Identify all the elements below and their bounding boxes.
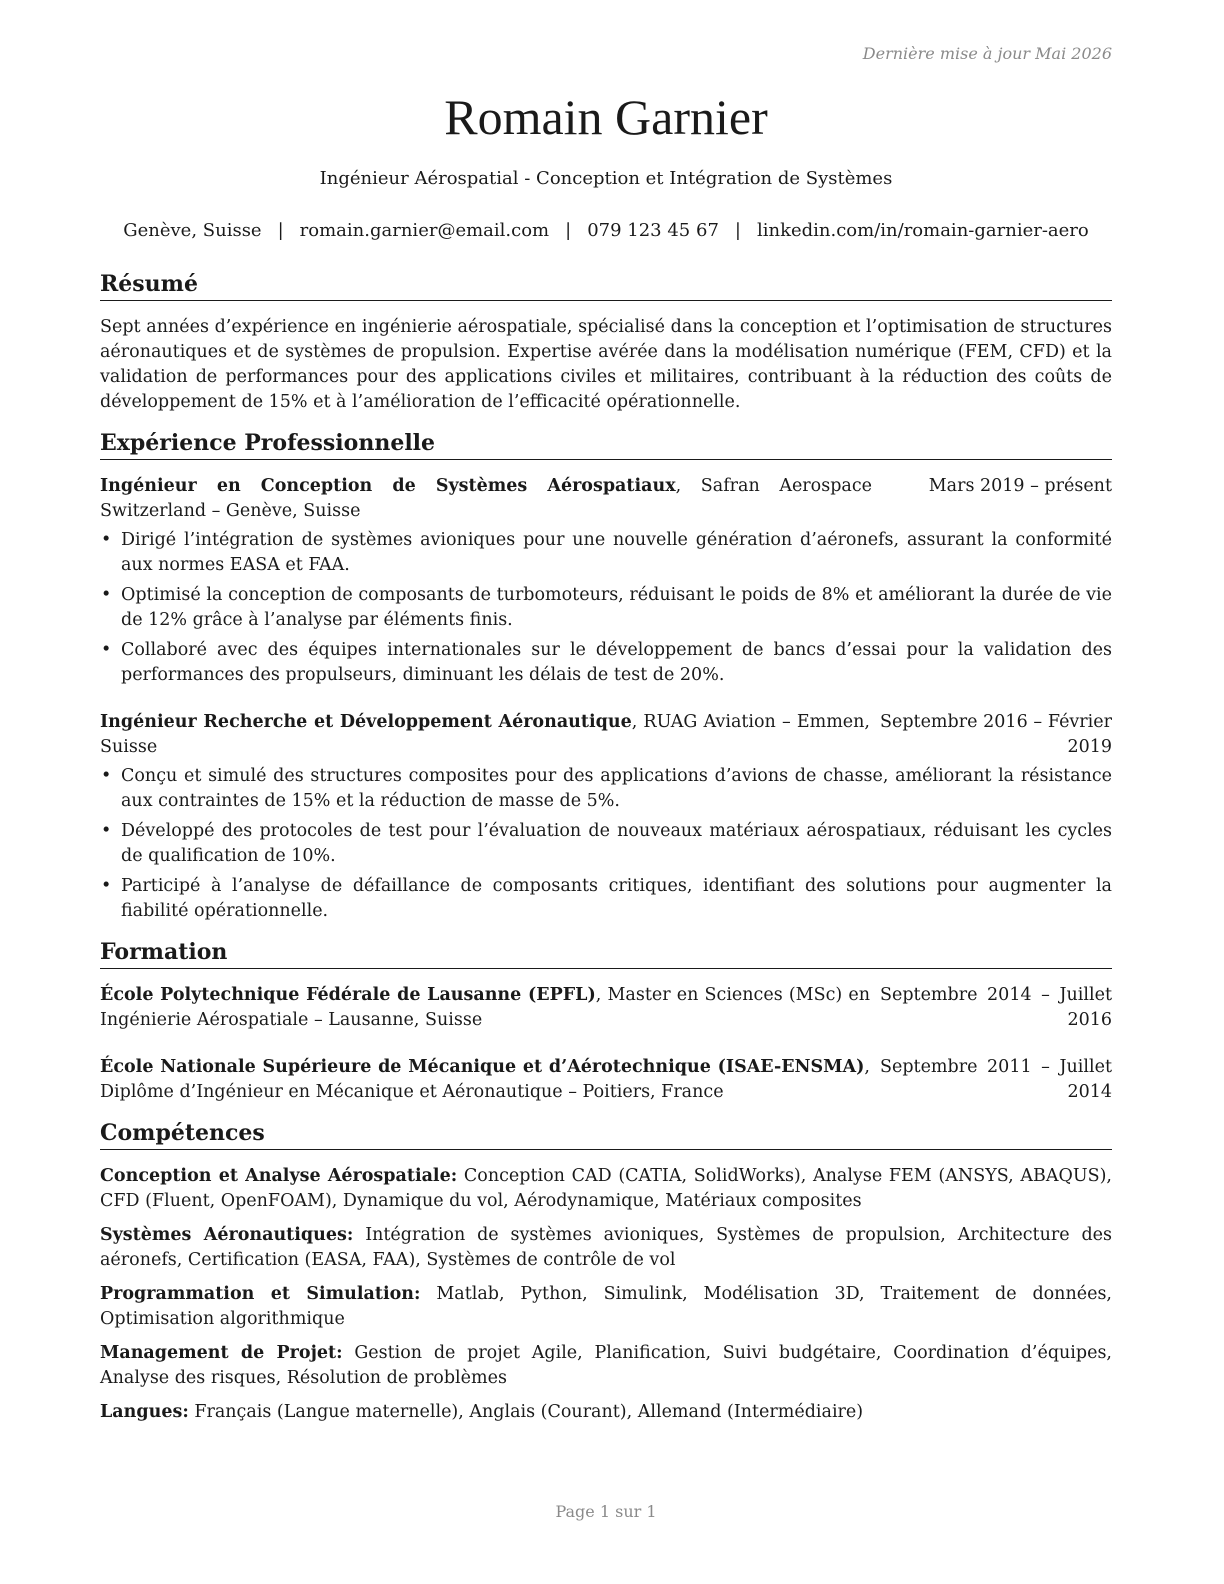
skill-row [100,1282,1112,1332]
skill-row [100,1400,1112,1425]
skill-value: Conception CAD (CATIA, SolidWorks), Analyse FEM (ANSYS, ABAQUS), CFD (Fluent, OpenFOAM), Dynamique du vol, Aérodynamique, Matériaux composites [100,1166,1112,1211]
job-role: Ingénieur en Conception de Systèmes Aérospatiaux [100,476,676,496]
skill-row [100,1223,1112,1273]
entry-header [100,1055,1112,1105]
last-updated: Dernière mise à jour Mai 2026 [862,44,1112,63]
school-name: École Polytechnique Fédérale de Lausanne (EPFL) [100,985,596,1005]
skill-label: Management de Projet: [100,1343,343,1363]
education-section [100,938,1112,1105]
resume-page [100,0,1112,1584]
list-item: • Développé des protocoles de test pour l’évaluation de nouveaux matériaux aérospatiaux, réduisant les cycles de qualification de 10%. [101,821,1112,866]
contact-phone[interactable]: 079 123 45 67 [587,220,719,241]
entry-header [100,710,1112,760]
bullet-icon: • [101,640,112,660]
contact-linkedin[interactable]: linkedin.com/in/romain-garnier-aero [756,220,1089,241]
skill-value: Français (Langue maternelle), Anglais (Courant), Allemand (Intermédiaire) [188,1402,864,1422]
entry-header [100,983,1112,1033]
experience-section [100,429,1112,924]
bullet-icon: • [101,821,112,841]
skill-value: Gestion de projet Agile, Planification, Suivi budgétaire, Coordination d’équipes, Analyse des risques, Résolution de problèmes [100,1343,1112,1388]
section-title-skills: Compétences [100,1119,1112,1150]
job-title: Ingénieur Aérospatial - Conception et Intégration de Systèmes [319,168,893,189]
school-name: École Nationale Supérieure de Mécanique et d’Aérotechnique (ISAE-ENSMA) [100,1057,865,1077]
education-entry [100,983,1112,1033]
entry-title [100,474,872,524]
contact-line [60,220,1152,241]
skill-value: Matlab, Python, Simulink, Modélisation 3D, Traitement de données, Optimisation algorithmique [100,1284,1112,1329]
school-dates: Septembre 2011 – Juillet 2014 [880,1057,1112,1102]
job-details: , RUAG Aviation – Emmen, Suisse [100,712,870,757]
list-item: • Conçu et simulé des structures composites pour des applications d’avions de chasse, améliorant la résistance aux contraintes de 15% et la réduction de masse de 5%. [101,766,1112,811]
bullet-icon: • [101,530,112,550]
list-item: • Optimisé la conception de composants de turbomoteurs, réduisant le poids de 8% et améliorant la durée de vie de 12% grâce à l’analyse par éléments finis. [101,585,1112,630]
job-bullets [100,764,1112,924]
resume-content [100,270,1112,1439]
skill-label: Programmation et Simulation: [100,1284,421,1304]
bullet-icon: • [101,585,112,605]
entry-header [100,474,1112,524]
job-dates: Septembre 2016 – Février 2019 [880,712,1112,757]
section-title-education: Formation [100,938,1112,969]
school-details: , Master en Sciences (MSc) en Ingénierie Aérospatiale – Lausanne, Suisse [100,985,870,1030]
bullet-icon: • [101,766,112,786]
skills-section [100,1119,1112,1425]
experience-entry [100,710,1112,924]
job-bullets [100,528,1112,688]
bullet-icon: • [101,876,112,896]
list-item: • Participé à l’analyse de défaillance de composants critiques, identifiant des solutions pour augmenter la fiabilité opérationnelle. [101,876,1112,921]
skill-value: Intégration de systèmes avioniques, Systèmes de propulsion, Architecture des aéronefs, Certification (EASA, FAA), Systèmes de contrôle de vol [100,1225,1113,1270]
education-entry [100,1055,1112,1105]
entry-title [100,1055,870,1105]
contact-location: Genève, Suisse [123,220,262,241]
school-dates: Septembre 2014 – Juillet 2016 [880,985,1112,1030]
contact-separator: | [734,220,741,241]
skill-row [100,1341,1112,1391]
page-number: Page 1 sur 1 [555,1502,657,1521]
job-details: , Safran Aerospace Switzerland – Genève, Suisse [100,476,872,521]
list-item: • Dirigé l’intégration de systèmes avioniques pour une nouvelle génération d’aéronefs, assurant la conformité aux normes EASA et FAA. [101,530,1112,575]
contact-email[interactable]: romain.garnier@email.com [299,220,550,241]
skill-label: Langues: [100,1402,189,1422]
entry-title [100,710,870,760]
section-title-experience: Expérience Professionnelle [100,429,1112,460]
contact-separator: | [565,220,572,241]
entry-title [100,983,870,1033]
experience-entry [100,474,1112,688]
skill-label: Systèmes Aéronautiques: [100,1225,354,1245]
section-title-summary: Résumé [100,270,1112,301]
school-details: , Diplôme d’Ingénieur en Mécanique et Aéronautique – Poitiers, France [100,1057,870,1102]
job-role: Ingénieur Recherche et Développement Aéronautique [100,712,632,732]
summary-section [100,270,1112,415]
summary-text: Sept années d’expérience en ingénierie aérospatiale, spécialisé dans la conception et l’optimisation de structures aéronautiques et de systèmes de propulsion. Expertise avérée dans la modélisation numérique (FEM, CFD) et la validation de performances pour des applications civiles et militaires, contribuant à la réduction des coûts de développement de 15% et à l’amélioration de l’efficacité opérationnelle. [100,317,1112,412]
contact-separator: | [277,220,284,241]
candidate-name: Romain Garnier [444,89,768,145]
skill-row [100,1164,1112,1214]
skill-label: Conception et Analyse Aérospatiale: [100,1166,458,1186]
list-item: • Collaboré avec des équipes internationales sur le développement de bancs d’essai pour la validation des performances des propulseurs, diminuant les délais de test de 20%. [101,640,1112,685]
job-dates: Mars 2019 – présent [928,476,1112,496]
